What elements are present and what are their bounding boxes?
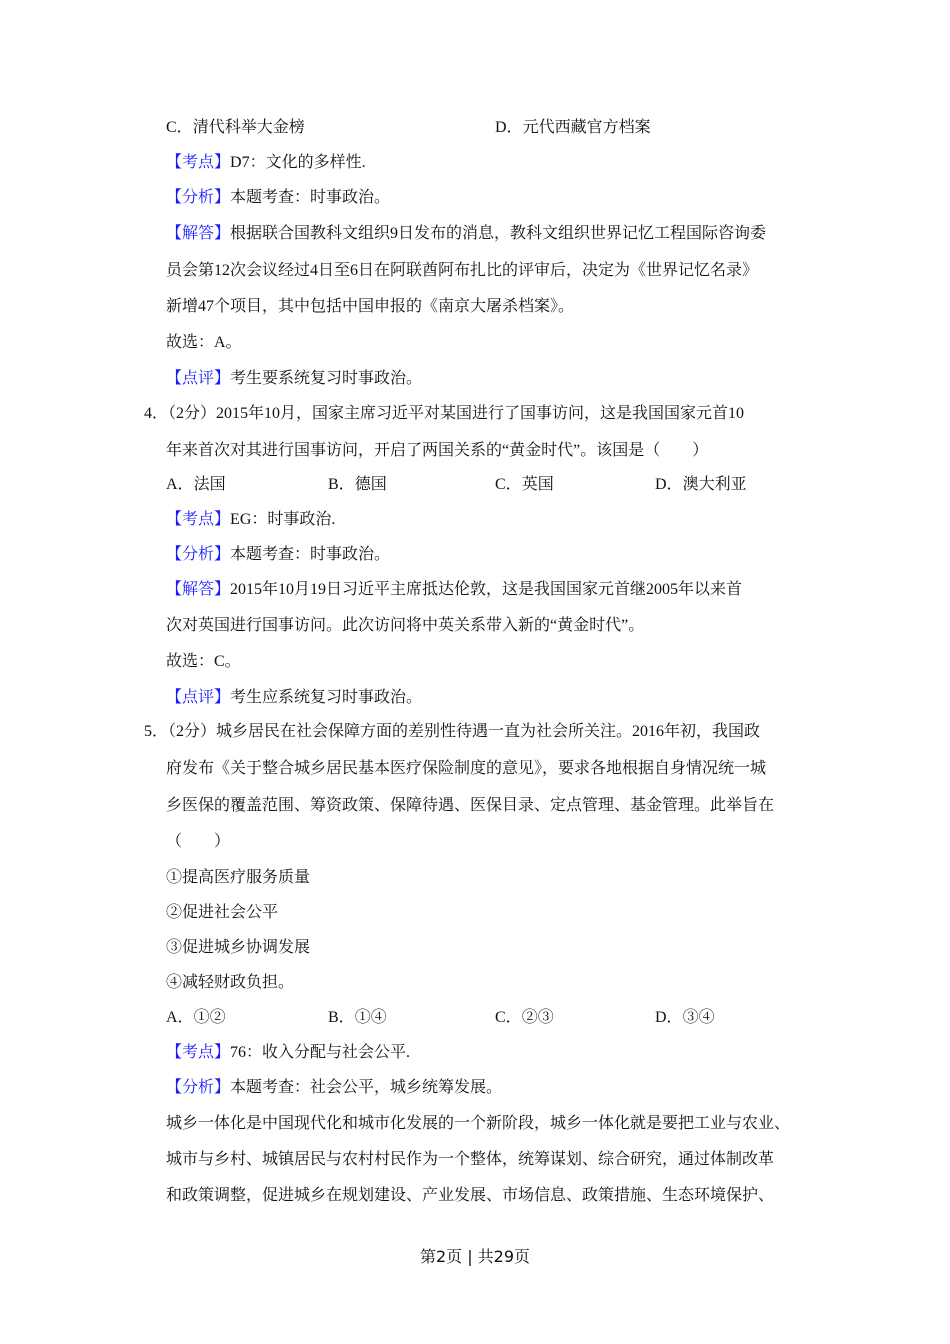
kaodian-text: 76：收入分配与社会公平. xyxy=(230,1044,411,1061)
q5-fenxi xyxy=(166,1078,502,1098)
q4-jieda xyxy=(166,580,742,600)
tag-fenxi: 【分析】 xyxy=(166,189,231,206)
kaodian-text: EG：时事政治. xyxy=(230,511,336,528)
q4-stem xyxy=(144,404,744,424)
question-number: 5． xyxy=(144,723,169,740)
q3-jieda xyxy=(166,224,766,244)
tag-kaodian: 【考点】 xyxy=(166,1044,231,1061)
q3-option-d xyxy=(495,118,651,138)
q5-body-line-3: 和政策调整，促进城乡在规划建设、产业发展、市场信息、政策措施、生态环境保护、 xyxy=(166,1187,775,1204)
tag-kaodian: 【考点】 xyxy=(166,511,231,528)
dianping-text: 考生应系统复习时事政治。 xyxy=(230,689,423,706)
stem-line: （2分）城乡居民在社会保障方面的差别性待遇一直为社会所关注。2016年初，我国政 xyxy=(168,723,761,740)
tag-jieda: 【解答】 xyxy=(166,225,231,242)
q4-option-b: B．德国 xyxy=(328,476,387,493)
q4-kaodian xyxy=(166,510,335,530)
q4-jieda-line-2: 次对英国进行国事访问。此次访问将中英关系带入新的“黄金时代”。 xyxy=(166,617,645,634)
q5-option-c: C．②③ xyxy=(495,1009,554,1026)
tag-fenxi: 【分析】 xyxy=(166,546,231,563)
q3-kaodian xyxy=(166,153,366,173)
q5-statement-4: ④减轻财政负担。 xyxy=(166,974,295,991)
q4-answer: 故选：C。 xyxy=(166,653,241,670)
tag-fenxi: 【分析】 xyxy=(166,1079,231,1096)
q5-option-a: A．①② xyxy=(166,1009,226,1026)
q4-stem-line-2: 年来首次对其进行国事访问，开启了两国关系的“黄金时代”。该国是（ ） xyxy=(166,442,709,459)
q5-statement-2: ②促进社会公平 xyxy=(166,904,279,921)
fenxi-text: 本题考查：社会公平，城乡统筹发展。 xyxy=(230,1079,503,1096)
question-number: 4． xyxy=(144,405,169,422)
q5-stem-line-2: 府发布《关于整合城乡居民基本医疗保险制度的意见》，要求各地根据自身情况统一城 xyxy=(166,760,767,777)
q3-option-c xyxy=(166,118,305,138)
q5-body-line-2: 城市与乡村、城镇居民与农村村民作为一个整体，统筹谋划、综合研究，通过体制改革 xyxy=(166,1151,775,1168)
q4-option-a: A．法国 xyxy=(166,476,226,493)
option-text: 清代科举大金榜 xyxy=(192,119,305,136)
q4-option-c: C．英国 xyxy=(495,476,554,493)
option-text: 元代西藏官方档案 xyxy=(522,119,651,136)
option-label: C． xyxy=(166,119,193,136)
fenxi-text: 本题考查：时事政治。 xyxy=(230,189,391,206)
kaodian-text: D7：文化的多样性. xyxy=(230,154,366,171)
q5-kaodian xyxy=(166,1043,410,1063)
dianping-text: 考生要系统复习时事政治。 xyxy=(230,370,423,387)
q4-option-d: D．澳大利亚 xyxy=(655,476,747,493)
q3-jieda-line-2: 员会第12次会议经过4日至6日在阿联酋阿布扎比的评审后，决定为《世界记忆名录》 xyxy=(166,262,759,279)
page-footer: 第2页 | 共29页 xyxy=(419,1247,531,1266)
q5-stem-line-3: 乡医保的覆盖范围、筹资政策、保障待遇、医保目录、定点管理、基金管理。此举旨在 xyxy=(166,797,775,814)
jieda-text-line: 2015年10月19日习近平主席抵达伦敦，这是我国国家元首继2005年以来首 xyxy=(230,581,743,598)
q5-statement-1: ①提高医疗服务质量 xyxy=(166,869,311,886)
q5-statement-3: ③促进城乡协调发展 xyxy=(166,939,311,956)
q4-dianping xyxy=(166,688,422,708)
jieda-text-line: 根据联合国教科文组织9日发布的消息，教科文组织世界记忆工程国际咨询委 xyxy=(230,225,767,242)
q3-answer: 故选：A。 xyxy=(166,334,242,351)
q3-dianping xyxy=(166,369,422,389)
q5-stem-line-4: （ ） xyxy=(166,833,231,850)
stem-line: （2分）2015年10月，国家主席习近平对某国进行了国事访问，这是我国国家元首10 xyxy=(168,405,745,422)
q5-option-d: D．③④ xyxy=(655,1009,715,1026)
q3-jieda-line-3: 新增47个项目，其中包括中国申报的《南京大屠杀档案》。 xyxy=(166,298,575,315)
q5-body-line-1: 城乡一体化是中国现代化和城市化发展的一个新阶段，城乡一体化就是要把工业与农业、 xyxy=(166,1115,791,1132)
tag-jieda: 【解答】 xyxy=(166,581,231,598)
fenxi-text: 本题考查：时事政治。 xyxy=(230,546,391,563)
option-label: D． xyxy=(495,119,523,136)
tag-dianping: 【点评】 xyxy=(166,689,231,706)
q5-option-b: B．①④ xyxy=(328,1009,387,1026)
q5-stem xyxy=(144,722,760,742)
tag-dianping: 【点评】 xyxy=(166,370,231,387)
q4-fenxi xyxy=(166,545,390,565)
tag-kaodian: 【考点】 xyxy=(166,154,231,171)
q3-fenxi xyxy=(166,188,390,208)
